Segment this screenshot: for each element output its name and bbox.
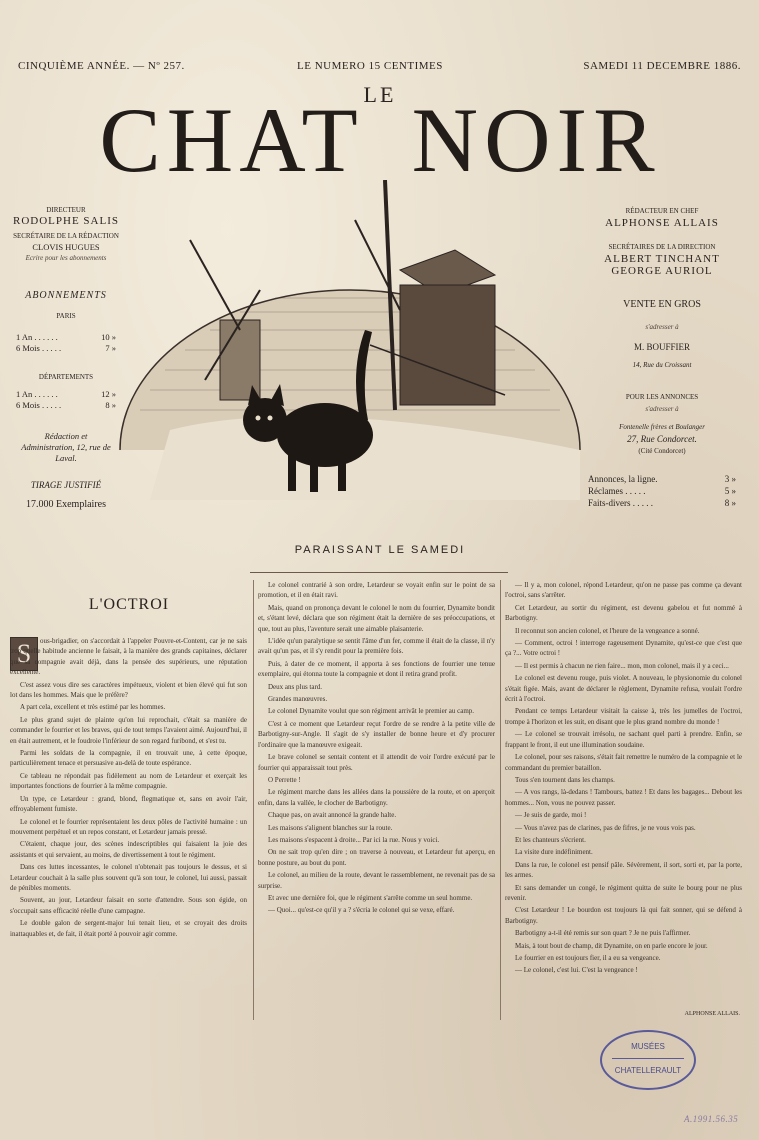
paragraph: Les maisons s'espacent à droite... Par ici la rue. Nous y voici. [268,835,440,844]
paragraph: — Comment, octroi ! interroge rageusement Dynamite, qu'est-ce que c'est que ça ?... Votre octroi ! [505,639,742,658]
paragraph: Souvent, au jour, Letardeur faisait en sorte d'attendre. Sous son égide, on s'occupait sans efficacité réelle d'une campagne. [10,896,247,915]
paragraph: — Quoi... qu'est-ce qu'il y a ? s'écria le colonel qui se vexe, effaré. [268,906,455,915]
print-run-value: 17.000 Exemplaires [26,499,106,510]
paragraph: Mais, quand on prononça devant le colonel le nom du fourrier, Dynamite bondit et, s'étant levé, déclara que son régiment était la dernière de ses préoccupations, et que, tout au plus, l'aventure serait une aimable plaisanterie. [258,603,495,633]
paragraph: A part cela, excellent et très estimé par les hommes. [20,703,166,712]
department-rates [10,389,122,411]
paragraph: C'est Letardeur ! Le bourdon est toujours là qui fait sonner, qui se défend à Barbotigny. [505,906,742,925]
paragraph: — A vos rangs, là-dedans ! Tambours, battez ! Et dans les bagages... Debout les hommes... Non, vous ne pouvez passer. [505,788,742,807]
direction-secretaries-label: SECRÉTAIRES DE LA DIRECTION [608,243,716,251]
issue-date: SAMEDI 11 DECEMBRE 1886. [583,60,741,72]
title-word-chat: CHAT [99,89,364,191]
article-column-1 [10,636,247,1021]
section-divider [250,572,508,573]
stamp-bottom-text: CHATELLERAULT [614,1066,682,1075]
ad-rate-row: Réclames . . . . . 5 » [588,486,736,496]
paragraph: — Vous n'avez pas de clarines, pas de fifres, je ne vous vois pas. [515,823,696,832]
paragraph: Le fourrier en est toujours fier, il a eu sa vengeance. [515,954,661,962]
paragraph: — Il est permis à chacun ne rien faire... mon, mon colonel, mais il y a ceci... [515,661,729,670]
paragraph: Barbotigny a-t-il été remis sur son quart ? Je ne puis l'affirmer. [515,929,691,938]
cat-eye-right [268,416,273,421]
paragraph: Le double galon de sergent-major lui tenait lieu, et se croyait des droits inattaquables et, de fait, il était porté à pouvoir agir comme. [10,919,247,938]
secretary-note: Ecrire pour les abonnements [25,254,107,262]
paragraph: Et avec une dernière foi, que le régiment s'arrête comme un seul homme. [268,893,473,902]
director-name: RODOLPHE SALIS [13,215,119,227]
stamp-top-text: MUSÉES [631,1042,665,1051]
rate-row: 6 Mois . . . . . 7 » [16,343,116,353]
paragraph: Et sans demander un congé, le régiment quitta de suite le bourg pour ne plus revenir. [505,883,742,902]
paragraph: Il reconnut son ancien colonel, et l'heure de la vengeance a sonné. [515,626,700,635]
tagline: PARAISSANT LE SAMEDI [294,544,466,556]
ads-note: s'adresser à [645,405,679,413]
paragraph: Le colonel Dynamite voulut que son régiment arrivât le premier au camp. [268,707,475,716]
paragraph: Pendant ce temps Letardeur visitait la caisse à, très les jumelles de l'octroi, trompe à l'horizon et les suit, en disant que le plus grand nombre du monde ! [505,707,742,726]
paragraph: Le brave colonel se sentait content et il attendit de voir l'ordre exécuté par le fourrier qui apparaissait tout près. [258,753,495,772]
paragraph: Deux ans plus tard. [268,682,323,691]
column-divider-1 [253,580,254,1020]
article-column-2 [258,580,495,1020]
paragraph: Cet Letardeur, au sortir du régiment, est devenu gabelou et fut nommé à Barbotigny. [505,603,742,623]
editor-label: RÉDACTEUR EN CHEF [625,207,699,215]
masthead-info-line [18,60,741,78]
rate-row: 1 An . . . . . . 10 » [16,332,116,342]
paragraph: Mais, à tout bout de champ, dit Dynamite, on en parle encore le jour. [515,941,708,950]
paragraph: L'idée qu'un paralytique se sentit l'âme d'un fer, comme il était de la classe, il n'y avait qu'un pas, et il s'y rendit pour la première fois. [258,637,495,656]
ad-rate-row: Faits-divers . . . . . 8 » [588,498,736,508]
paragraph: Le colonel contrarié à son ordre, Letardeur se voyait enfin sur le point de sa promotion, et il en était ravi. [258,581,495,600]
ads-heading: POUR LES ANNONCES [625,393,699,401]
ad-rate-row: Annonces, la ligne. 3 » [588,474,736,484]
paragraph: Le plus grand sujet de plainte qu'on lui reprochait, c'était sa manière de commander le fourrier et les braves, qui de tout temps l'avaient aimé. Aujourd'hui, il en était autrement, et le foudroie l'inférieur de son regard furibond, et s'est tu. [10,715,247,745]
secretary-auriol: GEORGE AURIOL [611,265,713,277]
paragraph: Ce tableau ne répondait pas fidèlement au nom de Letardeur et exerçait les importantes fonctions de fourrier à la même compagnie. [10,771,247,791]
issue-price: LE NUMERO 15 CENTIMES [297,60,443,72]
paragraph: O Perrette ! [268,775,301,784]
paragraph: C'étaient, chaque jour, des scènes indescriptibles qui faisaient la joie des assistants et qui servaient, au moins, de divertissement à tout le régiment. [10,840,247,859]
museum-stamp [600,1030,696,1090]
editor-name: ALPHONSE ALLAIS [605,217,719,229]
ads-address-sub: (Cité Condorcet) [638,447,686,455]
paragraph: Dans la rue, le colonel est pensif pâle. Sévèrement, il sort, sorti et, par la porte, les armes. [505,860,742,880]
print-run-label: TIRAGE JUSTIFIÉ [30,480,102,490]
secretary-tinchant: ALBERT TINCHANT [604,253,720,265]
paragraph: Parmi les soldats de la compagnie, il en trouvait une, à cette époque, particulièrement tenace et persuasive au-delà de toute espérance. [10,749,247,768]
paragraph: Le colonel est devenu rouge, puis violet. A nouveau, le physionomie du colonel s'était figée. Mais, avant de déclarer le règlement, Dynamite refusa, voulait l'ordre écrit à l'octroi. [505,674,742,704]
paragraph: Puis, à dater de ce moment, il apporta à ses fonctions de fourrier une tenue exemplaire, qui étonna toute la compagnie et dont il retira grand profit. [258,659,495,679]
cat-eye-left [256,416,261,421]
paris-label: PARIS [56,312,76,320]
right-info-panel [582,205,742,509]
secretary-label: SECRÉTAIRE DE LA RÉDACTION [13,232,119,240]
paragraph: ous-brigadier, on s'accordait à l'appeler Pouvre-et-Content, car je ne sais trop quelle habitude ancienne le faisait, à la manière des grands capitaines, déclarer que sa compagnie avait déjà, dans la pensée des supérieurs, une réputation excellente. [10,637,247,677]
ad-rates [582,473,742,509]
director-label: DIRECTEUR [46,206,86,214]
article-signature: ALPHONSE ALLAIS. [684,1011,740,1017]
paragraph: Grandes manœuvres. [268,695,328,704]
masthead-title [40,89,720,191]
paragraph: Le colonel et le fourrier représentaient les deux pôles de l'activité humaine : un mouvement perpétuel et un repos constant, et Letardeur jamais pressé. [10,817,247,836]
wholesale-note: s'adresser à [645,323,679,331]
paragraph: C'est à ce moment que Letardeur reçut l'ordre de se rendre à la petite ville de Barbotigny-sur-Angle. Il s'agit de s'y installer de bonne heure et d'y procurer l'ordinaire que la manœuvre exigeait. [258,719,495,749]
ads-agency: Fontenelle frères et Boulanger [619,423,705,431]
masthead-illustration [110,180,590,510]
paragraph: Le régiment marche dans les allées dans la poussière de la route, et on aperçoit enfin, dans la vallée, le clocher de Barbotigny. [258,788,495,807]
rate-row: 6 Mois . . . . . 8 » [16,400,116,410]
title-word-noir: NOIR [411,89,661,191]
paris-rates [10,332,122,354]
paragraph: — Le colonel, c'est lui. C'est la vengeance ! [515,966,638,975]
paragraph: — Je suis de garde, moi ! [515,811,587,820]
article-dropcap: S [10,637,38,671]
office-address: Rédaction et Administration, 12, rue de Laval. [21,431,111,463]
wholesale-contact: M. BOUFFIER [633,342,690,352]
column-divider-2 [500,580,501,1020]
article-column-3 [505,580,742,1008]
article-title: L'OCTROI [88,596,170,613]
paragraph: On ne sait trop qu'en dire ; on traverse à nouveau, et Letardeur fut aperçu, en bonne posture, au bout du pont. [258,848,495,867]
title-article: LE [363,82,397,107]
paragraph: Chaque pas, on avait annoncé la grande halte. [268,811,397,820]
paragraph: Un type, ce Letardeur : grand, blond, flegmatique et, sans en avoir l'air, effroyablement fumiste. [10,794,247,814]
paragraph: Dans ces luttes incessantes, le colonel n'obtenait pas toujours le dessus, et si Letardeur couchait à la salle plus souvent qu'à son tour, le colonel, lui aussi, passait de pénibles moments. [10,863,247,892]
paragraph: C'est assez vous dire ses caractères impétueux, violent et bien élevé qui fut son lot dans les hommes. Mais que le préfère? [10,680,247,700]
ads-address: 27, Rue Condorcet. [627,434,697,444]
paragraph: Le colonel, pour ses raisons, s'était fait remettre le numéro de la compagnie et le commandant du premier bataillon. [505,753,742,772]
stamp-divider [612,1058,684,1059]
inventory-number: A.1991.56.35 [684,1114,739,1124]
subscriptions-heading: ABONNEMENTS [25,290,107,301]
paragraph: Tous s'en tournent dans les champs. [515,775,615,784]
secretary-name: CLOVIS HUGUES [32,242,100,252]
paragraph: — Le colonel se trouvait irrésolu, ne sachant quel parti à prendre. Enfin, se frappant le front, il eut une illumination soudaine. [505,730,742,749]
left-info-panel [10,205,122,510]
paragraph: Le colonel, au milieu de la route, devant le rassemblement, ne revenait pas de sa surprise. [258,871,495,890]
rate-row: 1 An . . . . . . 12 » [16,389,116,399]
departments-label: DÉPARTEMENTS [38,373,94,381]
paragraph: — Il y a, mon colonel, répond Letardeur, qu'on ne passe pas comme ça devant l'octroi, sans s'arrêter. [505,581,742,600]
paragraph: La visite dure indéfiniment. [515,848,593,857]
paragraph: Les maisons s'alignent blanches sur la route. [268,823,393,832]
wholesale-heading: VENTE EN GROS [623,299,701,310]
paragraph: Et les chanteurs s'écrient. [515,835,586,844]
wholesale-address: 14, Rue du Croissant [632,361,692,369]
edition-number: CINQUIÈME ANNÉE. — Nº 257. [18,60,185,72]
